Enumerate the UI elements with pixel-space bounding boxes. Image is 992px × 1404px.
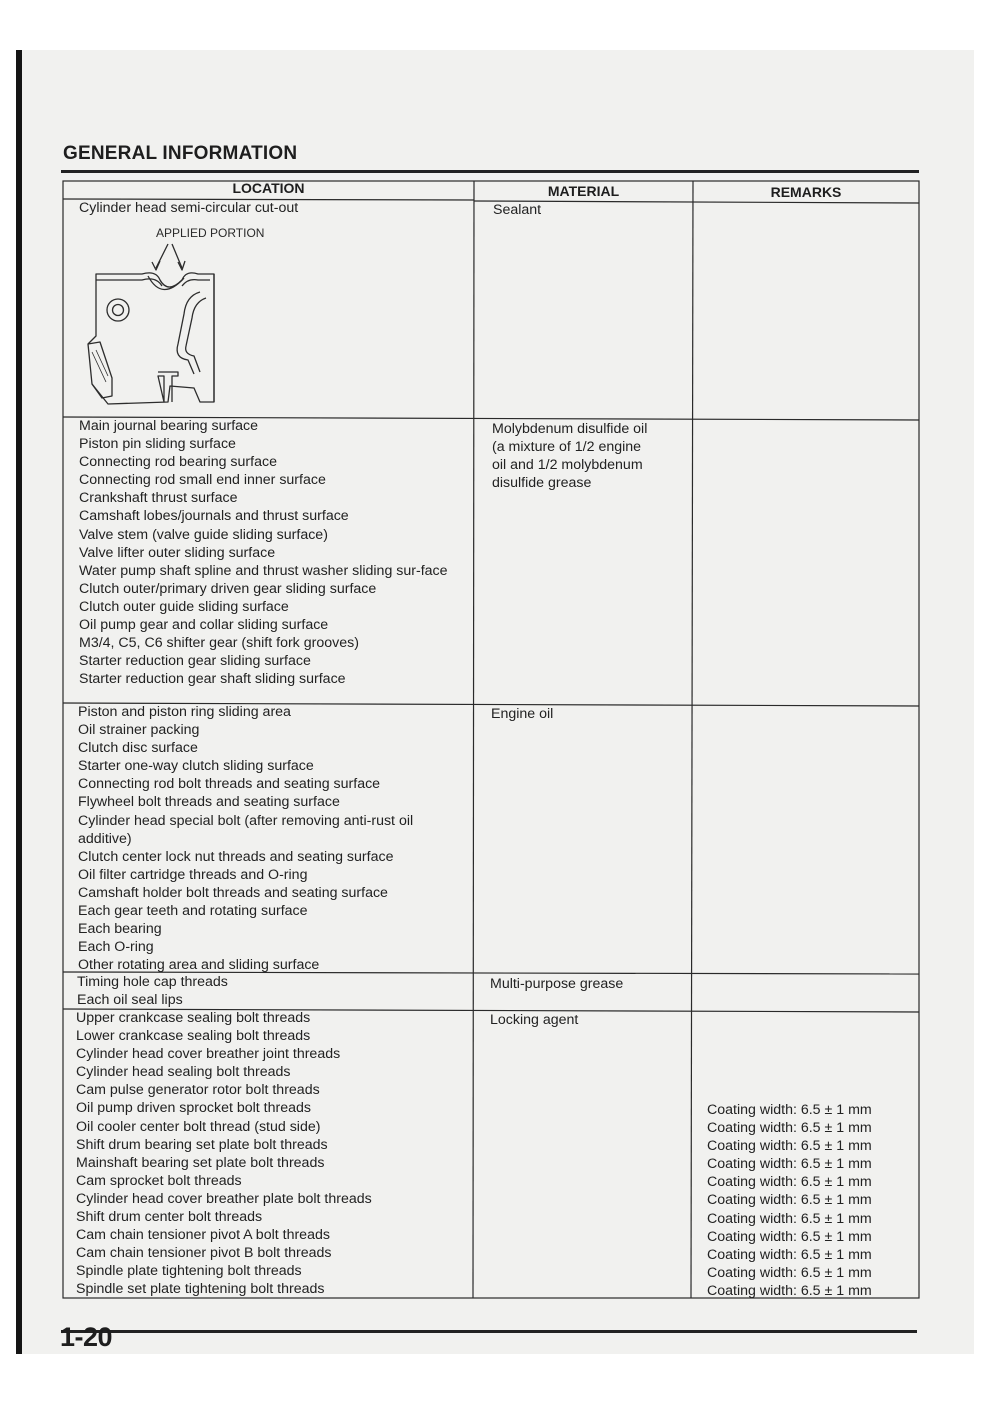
- list-item: Clutch center lock nut threads and seating surface: [78, 848, 394, 865]
- list-item: Connecting rod small end inner surface: [79, 472, 326, 489]
- list-item: Upper crankcase sealing bolt threads: [76, 1010, 311, 1026]
- list-item: Other rotating area and sliding surface: [78, 957, 320, 974]
- list-item: Coating width: 6.5 ± 1 mm: [707, 1138, 872, 1155]
- row-3-location: [78, 703, 448, 974]
- header-remarks: REMARKS: [770, 184, 842, 200]
- list-item: Locking agent: [490, 1012, 579, 1028]
- list-item: Starter one-way clutch sliding surface: [78, 758, 314, 775]
- cylinder-head-diagram: [82, 226, 272, 408]
- list-item: Flywheel bolt threads and seating surface: [78, 794, 340, 811]
- list-item: Camshaft holder bolt threads and seating surface: [78, 884, 388, 901]
- footer-rule: [61, 1330, 917, 1333]
- list-item: disulfide grease: [492, 475, 592, 492]
- list-item: Camshaft lobes/journals and thrust surface: [79, 508, 349, 525]
- list-item: Crankshaft thrust surface: [79, 490, 238, 507]
- row-5-material: [490, 1011, 578, 1029]
- page-number: 1-20: [60, 1322, 113, 1352]
- row-2-location: [79, 417, 461, 688]
- list-item: Lower crankcase sealing bolt threads: [76, 1028, 311, 1045]
- list-item: Cylinder head semi-circular cut-out: [79, 200, 299, 216]
- list-item: Cylinder head special bolt (after removing anti-rust oil additive): [78, 812, 414, 847]
- list-item: Valve lifter outer sliding surface: [79, 544, 276, 561]
- list-item: Valve stem (valve guide sliding surface): [79, 526, 328, 543]
- list-item: Connecting rod bearing surface: [79, 454, 277, 471]
- list-item: Starter reduction gear sliding surface: [79, 653, 311, 670]
- list-item: Timing hole cap threads: [77, 974, 228, 990]
- cylinder-head-drawing: [82, 226, 272, 408]
- list-item: Cylinder head sealing bolt threads: [76, 1064, 291, 1081]
- list-item: Sealant: [493, 202, 542, 218]
- list-item: Spindle plate tightening bolt threads: [76, 1263, 302, 1280]
- list-item: Coating width: 6.5 ± 1 mm: [707, 1264, 872, 1281]
- list-item: Cam chain tensioner pivot A bolt threads: [76, 1227, 330, 1244]
- header-material: MATERIAL: [547, 183, 620, 199]
- list-item: Cylinder head cover breather plate bolt threads: [76, 1190, 372, 1207]
- list-item: Shift drum center bolt threads: [76, 1209, 263, 1226]
- list-item: Coating width: 6.5 ± 1 mm: [707, 1228, 872, 1245]
- diagram-label: APPLIED PORTION: [156, 226, 265, 240]
- list-item: Coating width: 6.5 ± 1 mm: [707, 1282, 872, 1299]
- list-item: Starter reduction gear shaft sliding surface: [79, 671, 346, 688]
- row-4-location: [77, 973, 228, 1009]
- list-item: Clutch outer guide sliding surface: [79, 598, 289, 615]
- row-3-material: [491, 705, 553, 723]
- list-item: Piston pin sliding surface: [79, 436, 236, 453]
- list-item: Cam pulse generator rotor bolt threads: [76, 1082, 320, 1099]
- list-item: Each O-ring: [78, 939, 154, 956]
- list-item: Coating width: 6.5 ± 1 mm: [707, 1120, 872, 1137]
- list-item: Coating width: 6.5 ± 1 mm: [707, 1210, 872, 1227]
- list-item: Coating width: 6.5 ± 1 mm: [707, 1246, 872, 1263]
- list-item: Oil strainer packing: [78, 722, 200, 739]
- header-location: LOCATION: [232, 180, 305, 196]
- list-item: Piston and piston ring sliding area: [78, 704, 291, 720]
- list-item: Cam chain tensioner pivot B bolt threads: [76, 1245, 332, 1262]
- row-1-material: [493, 201, 541, 219]
- list-item: Molybdenum disulfide oil: [492, 421, 648, 437]
- list-item: Main journal bearing surface: [79, 418, 259, 434]
- column-divider-1: [473, 181, 474, 1298]
- row-4-material: [490, 975, 623, 993]
- list-item: Multi-purpose grease: [490, 976, 624, 992]
- list-item: oil and 1/2 molybdenum: [492, 457, 643, 474]
- arrow-right: [172, 244, 182, 268]
- list-item: Water pump shaft spline and thrust washer sliding sur-face: [79, 562, 448, 579]
- row-5-location: [76, 1009, 372, 1299]
- list-item: Connecting rod bolt threads and seating surface: [78, 776, 381, 793]
- row-5-remarks: [707, 1101, 872, 1300]
- list-item: Each oil seal lips: [77, 992, 183, 1009]
- list-item: Oil pump gear and collar sliding surface: [79, 617, 329, 634]
- section-title: GENERAL INFORMATION: [63, 143, 298, 164]
- list-item: Coating width: 6.5 ± 1 mm: [707, 1156, 872, 1173]
- list-item: Coating width: 6.5 ± 1 mm: [707, 1192, 872, 1209]
- column-divider-2: [691, 181, 693, 1298]
- list-item: Oil filter cartridge threads and O-ring: [78, 866, 308, 883]
- list-item: Clutch disc surface: [78, 740, 198, 757]
- list-item: Oil cooler center bolt thread (stud side): [76, 1118, 321, 1135]
- list-item: Engine oil: [491, 706, 554, 722]
- list-item: Clutch outer/primary driven gear sliding surface: [79, 580, 377, 597]
- list-item: M3/4, C5, C6 shifter gear (shift fork grooves): [79, 635, 359, 652]
- list-item: Mainshaft bearing set plate bolt threads: [76, 1154, 325, 1171]
- list-item: Each gear teeth and rotating surface: [78, 903, 308, 920]
- list-item: Shift drum bearing set plate bolt threads: [76, 1136, 328, 1153]
- list-item: Cam sprocket bolt threads: [76, 1172, 242, 1189]
- list-item: Coating width: 6.5 ± 1 mm: [707, 1102, 872, 1118]
- list-item: Spindle set plate tightening bolt threads: [76, 1281, 325, 1298]
- list-item: Each bearing: [78, 921, 162, 938]
- row-1-location: [79, 199, 298, 217]
- list-item: (a mixture of 1/2 engine: [492, 439, 642, 456]
- list-item: Oil pump driven sprocket bolt threads: [76, 1100, 311, 1117]
- list-item: Cylinder head cover breather joint threads: [76, 1046, 341, 1063]
- list-item: Coating width: 6.5 ± 1 mm: [707, 1174, 872, 1191]
- row-2-material: [492, 420, 647, 492]
